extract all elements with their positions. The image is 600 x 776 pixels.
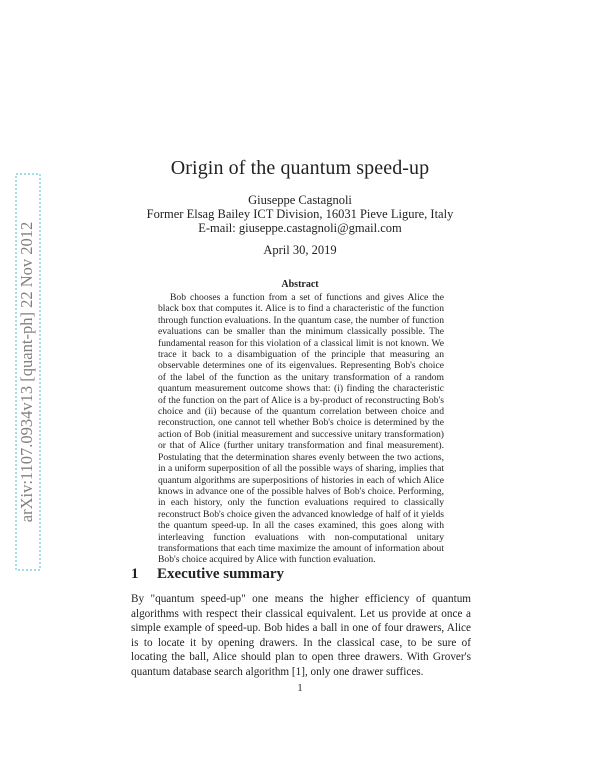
author-email: E-mail: giuseppe.castagnoli@gmail.com: [198, 221, 402, 235]
arxiv-stamp-text: arXiv:1107.0934v13 [quant-ph] 22 Nov 2012: [16, 221, 36, 523]
page-number: 1: [297, 683, 303, 694]
abstract-heading: Abstract: [281, 279, 319, 290]
section-text: By "quantum speed-up" one means the higher efficiency of quantum algorithms with respect their classical equivalent. Let us provide at once a simple example of speed-up. Bob hides a ball in one of four drawers, Alice is to locate it by opening drawers. In the classical case, to be sure of locating the ball, Alice should plan to open three drawers. With Grover's quantum database search algorithm [1], only one drawer suffices.: [131, 593, 471, 678]
author-name: Giuseppe Castagnoli: [248, 193, 352, 207]
author-affiliation: Former Elsag Bailey ICT Division, 16031 Pieve Ligure, Italy: [146, 207, 454, 221]
paper-date: April 30, 2019: [263, 243, 337, 257]
paper-title: Origin of the quantum speed-up: [170, 157, 430, 179]
section-heading: [131, 566, 284, 583]
section-title: Executive summary: [157, 566, 285, 582]
abstract-text: Bob chooses a function from a set of functions and gives Alice the black box that computes it. Alice is to find a characteristic of the function through function evaluations. In the quantum case, the number of function evaluations can be smaller than the minimum classically possible. The fundamental reason for this violation of a classical limit is not known. We trace it back to a disambiguation of the principle that measuring an observable determines one of its eigenvalues. Representing Bob's choice of the label of the function as the unitary transformation of a random quantum measurement outcome shows that: (i) finding the characteristic of the function on the part of Alice is a by-product of reconstructing Bob's choice and (ii) because of the quantum correlation between choice and reconstruction, one cannot tell whether Bob's choice is determined by the action of Bob (initial measurement and successive unitary transformation) or that of Alice (further unitary transformation and final measurement). Postulating that the determination shares evenly between the two actions, in a uniform superposition of all the possible ways of sharing, implies that quantum algorithms are superpositions of histories in each of which Alice knows in advance one of the possible halves of Bob's choice. Performing, in each history, only the function evaluations required to classically reconstruct Bob's choice given the advanced knowledge of half of it yields the quantum speed-up. In all the cases examined, this goes along with interleaving function evaluations with non-computational unitary transformations that each time maximize the amount of information about Bob's choice acquired by Alice with function evaluation.: [158, 292, 444, 566]
section-number: 1: [131, 566, 139, 582]
